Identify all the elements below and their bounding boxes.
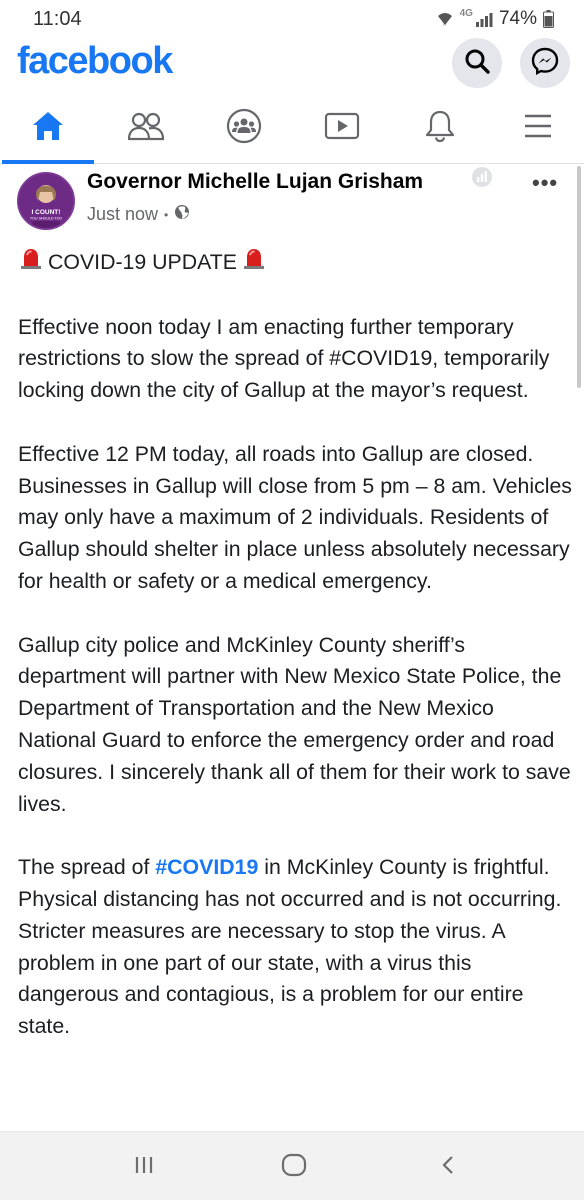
post-paragraph-3: Gallup city police and McKinley County sheriff’s department will partner with New Mexico State Police, the Department of Transportation and the New Mexico National Guard to enforce the emergency order and road closures. I sincerely thank all of them for their work to save lives.: [18, 632, 571, 816]
svg-text:↓↑: ↓↑: [441, 22, 447, 27]
tab-menu[interactable]: [490, 94, 584, 162]
notifications-icon: [424, 109, 456, 148]
groups-icon: [226, 108, 262, 149]
friends-icon: [128, 111, 164, 146]
stats-badge-icon: [471, 166, 493, 193]
search-icon: [464, 48, 490, 79]
recents-icon: [133, 1154, 155, 1181]
post-paragraph-4: [18, 852, 574, 1043]
back-button[interactable]: [428, 1152, 468, 1182]
home-button[interactable]: [274, 1152, 314, 1182]
more-options-button[interactable]: •••: [532, 170, 559, 195]
svg-text:YOU SHOULD TOO: YOU SHOULD TOO: [29, 216, 63, 221]
signal-icon: [475, 11, 493, 27]
post-author[interactable]: Governor Michelle Lujan Grisham: [87, 170, 424, 193]
paragraph-4-end: in McKinley County is frightful. Physical distancing has not occurred and is not occurring. Stricter measures are necessary to stop the virus. A problem in one part of our state, with a virus this dangerous and contagious, is a problem for our entire state.: [18, 855, 562, 1039]
watch-icon: [324, 111, 360, 146]
battery-level: 74%: [498, 8, 537, 29]
back-icon: [440, 1154, 456, 1181]
recents-button[interactable]: [124, 1152, 164, 1182]
home-icon: [31, 110, 65, 147]
siren-icon: [18, 246, 44, 280]
status-indicators: [436, 8, 554, 30]
paragraph-4-start: The spread of: [18, 855, 156, 880]
main-tabs: [0, 94, 584, 164]
hashtag-link[interactable]: #COVID19: [155, 855, 259, 880]
post-paragraph-2: Effective 12 PM today, all roads into Gallup are closed. Businesses in Gallup will close from 5 pm – 8 am. Vehicles may only have a maximum of 2 individuals. Residents of Gallup should shelter in place unless absolutely necessary for health or safety or a medical emergency.: [18, 441, 572, 593]
post-heading: [18, 246, 574, 280]
heading-text: COVID-19 UPDATE: [48, 250, 237, 274]
tab-watch[interactable]: [294, 94, 390, 162]
battery-icon: [543, 10, 554, 28]
active-tab-indicator: [2, 160, 94, 164]
messenger-button[interactable]: [520, 38, 570, 88]
post-time[interactable]: Just now: [87, 204, 159, 224]
wifi-icon: [436, 11, 454, 27]
app-header: [0, 36, 584, 86]
post-paragraph-1: Effective noon today I am enacting further temporary restrictions to slow the spread of #COVID19, temporarily locking down the city of Gallup at the mayor’s request.: [18, 314, 550, 403]
tab-groups[interactable]: [196, 94, 292, 162]
tab-home[interactable]: [0, 94, 96, 162]
svg-text:I COUNT!: I COUNT!: [31, 209, 61, 216]
globe-icon: [174, 204, 190, 225]
status-time: 11:04: [33, 8, 82, 30]
meta-separator: •: [164, 207, 169, 222]
tab-notifications[interactable]: [392, 94, 488, 162]
facebook-logo[interactable]: facebook: [17, 40, 172, 82]
post-meta: [87, 204, 190, 225]
messenger-icon: [531, 47, 559, 80]
scrollbar-thumb[interactable]: [577, 166, 581, 388]
home-button-icon: [281, 1153, 307, 1182]
status-bar: [0, 0, 584, 36]
tab-friends[interactable]: [98, 94, 194, 162]
search-button[interactable]: [452, 38, 502, 88]
system-nav-bar: [0, 1131, 584, 1200]
avatar[interactable]: [17, 172, 75, 230]
post-body: [18, 246, 574, 1075]
menu-icon: [523, 112, 553, 145]
siren-icon: [241, 246, 267, 280]
network-type: 4G: [459, 7, 473, 19]
